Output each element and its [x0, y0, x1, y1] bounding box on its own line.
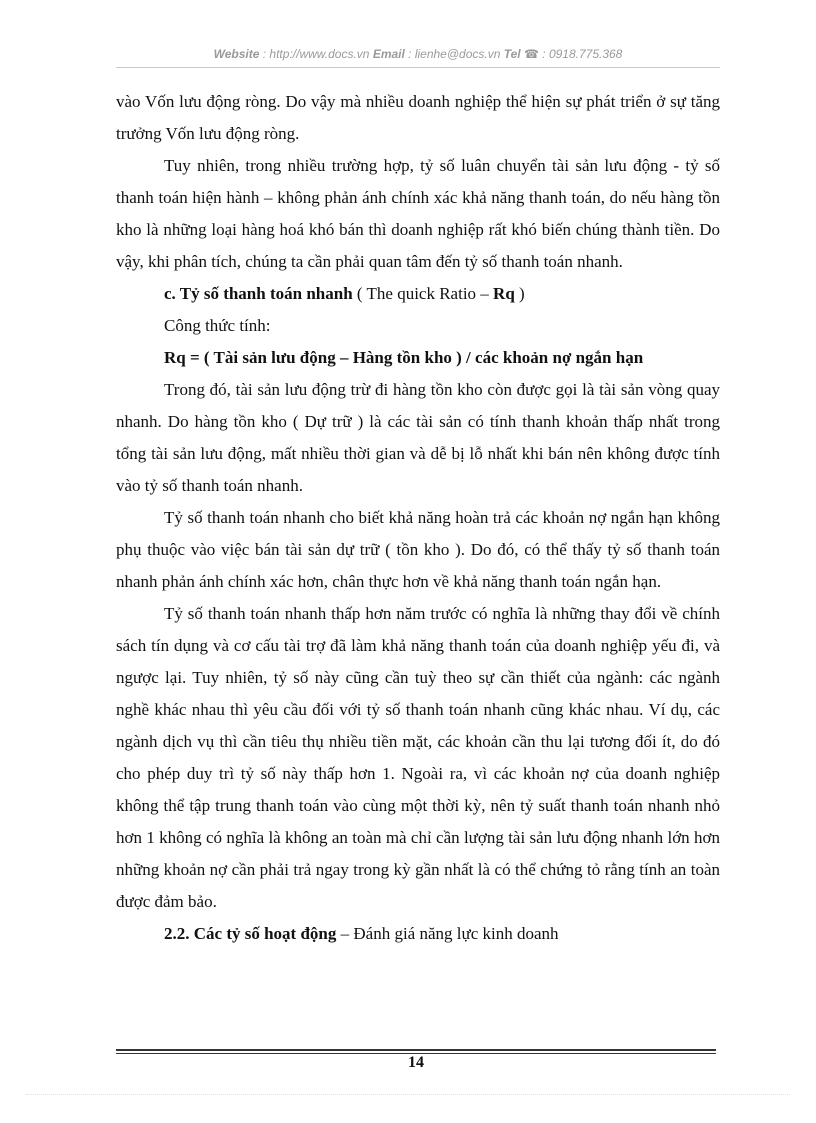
email-label: Email — [372, 47, 405, 61]
formula: Rq = ( Tài sản lưu động – Hàng tồn kho ) / các khoản nợ ngắn hạn — [164, 348, 644, 367]
paragraph-4: Tỷ số thanh toán nhanh cho biết khả năng hoàn trả các khoản nợ ngắn hạn không phụ thuộc vào việc bán tài sản dự trữ ( tồn kho ). Do đó, có thể thấy tỷ số thanh toán nhanh phản ánh chính xác hơn, chân thực hơn về khả năng thanh toán ngắn hạn. — [116, 508, 720, 591]
tel-value: : 0918.775.368 — [538, 47, 623, 61]
footer-divider-thick — [116, 1049, 716, 1051]
section-heading-c — [116, 278, 720, 310]
website-label: Website — [213, 47, 260, 61]
paragraph-5: Tỷ số thanh toán nhanh thấp hơn năm trước có nghĩa là những thay đổi về chính sách tín dụng và cơ cấu tài trợ đã làm khả năng thanh toán của doanh nghiệp yếu đi, và ngược lại. Tuy nhiên, tỷ số này cũng cần tuỳ theo sự cần thiết của ngành: các ngành nghề khác nhau thì yêu cầu đối với tỷ số thanh toán nhanh cũng khác nhau. Ví dụ, các ngành dịch vụ thì cần tiêu thụ nhiều tiền mặt, các khoản cần thu lại tương đối ít, do đó cho phép duy trì tỷ số này thấp hơn 1. Ngoài ra, vì các khoản nợ của doanh nghiệp không thể tập trung thanh toán vào cùng một thời kỳ, nên tỷ suất thanh toán nhanh nhỏ hơn 1 không có nghĩa là không an toàn mà chỉ cần lượng tài sản lưu động nhanh lớn hơn những khoản nợ cần phải trả ngay trong kỳ gần nhất là có thể chứng tỏ rằng tính an toàn được đảm bảo. — [116, 604, 720, 911]
heading-c-end: ) — [514, 284, 525, 303]
tel-label: Tel — [503, 47, 521, 61]
paragraph-1: vào Vốn lưu động ròng. Do vậy mà nhiều doanh nghiệp thể hiện sự phát triển ở sự tăng trưởng Vốn lưu động ròng. — [116, 92, 720, 143]
heading-c-rq: Rq — [493, 284, 515, 303]
website-value[interactable]: : http://www.docs.vn — [259, 47, 373, 61]
page-number: 14 — [408, 1054, 424, 1071]
paragraph-2: Tuy nhiên, trong nhiều trường hợp, tỷ số luân chuyển tài sản lưu động - tỷ số thanh toán hiện hành – không phản ánh chính xác khả năng thanh toán, do nếu hàng tồn kho là những loại hàng hoá khó bán thì doanh nghiệp rất khó biến chúng thành tiền. Do vậy, khi phân tích, chúng ta cần phải quan tâm đến tỷ số thanh toán nhanh. — [116, 156, 720, 271]
heading-22-bold: 2.2. Các tỷ số hoạt động — [164, 924, 337, 943]
heading-22-rest: – Đánh giá năng lực kinh doanh — [336, 924, 559, 943]
heading-c-mid: ( The quick Ratio – — [352, 284, 494, 303]
email-value[interactable]: : lienhe@docs.vn — [404, 47, 504, 61]
telephone-icon: ☎ — [523, 47, 539, 61]
section-heading-2-2 — [116, 918, 720, 950]
page-bottom-border — [26, 1094, 790, 1095]
document-body — [116, 86, 720, 950]
paragraph-3: Trong đó, tài sản lưu động trừ đi hàng tồn kho còn được gọi là tài sản vòng quay nhanh. Do hàng tồn kho ( Dự trữ ) là các tài sản có tính thanh khoản thấp nhất trong tổng tài sản lưu động, mất nhiều thời gian và dễ bị lỗ nhất khi bán nên không được tính vào tỷ số thanh toán nhanh. — [116, 380, 720, 495]
header-divider — [116, 67, 720, 68]
heading-c-bold: c. Tỷ số thanh toán nhanh — [164, 284, 353, 303]
page-header — [116, 47, 720, 61]
formula-label: Công thức tính: — [164, 316, 271, 335]
